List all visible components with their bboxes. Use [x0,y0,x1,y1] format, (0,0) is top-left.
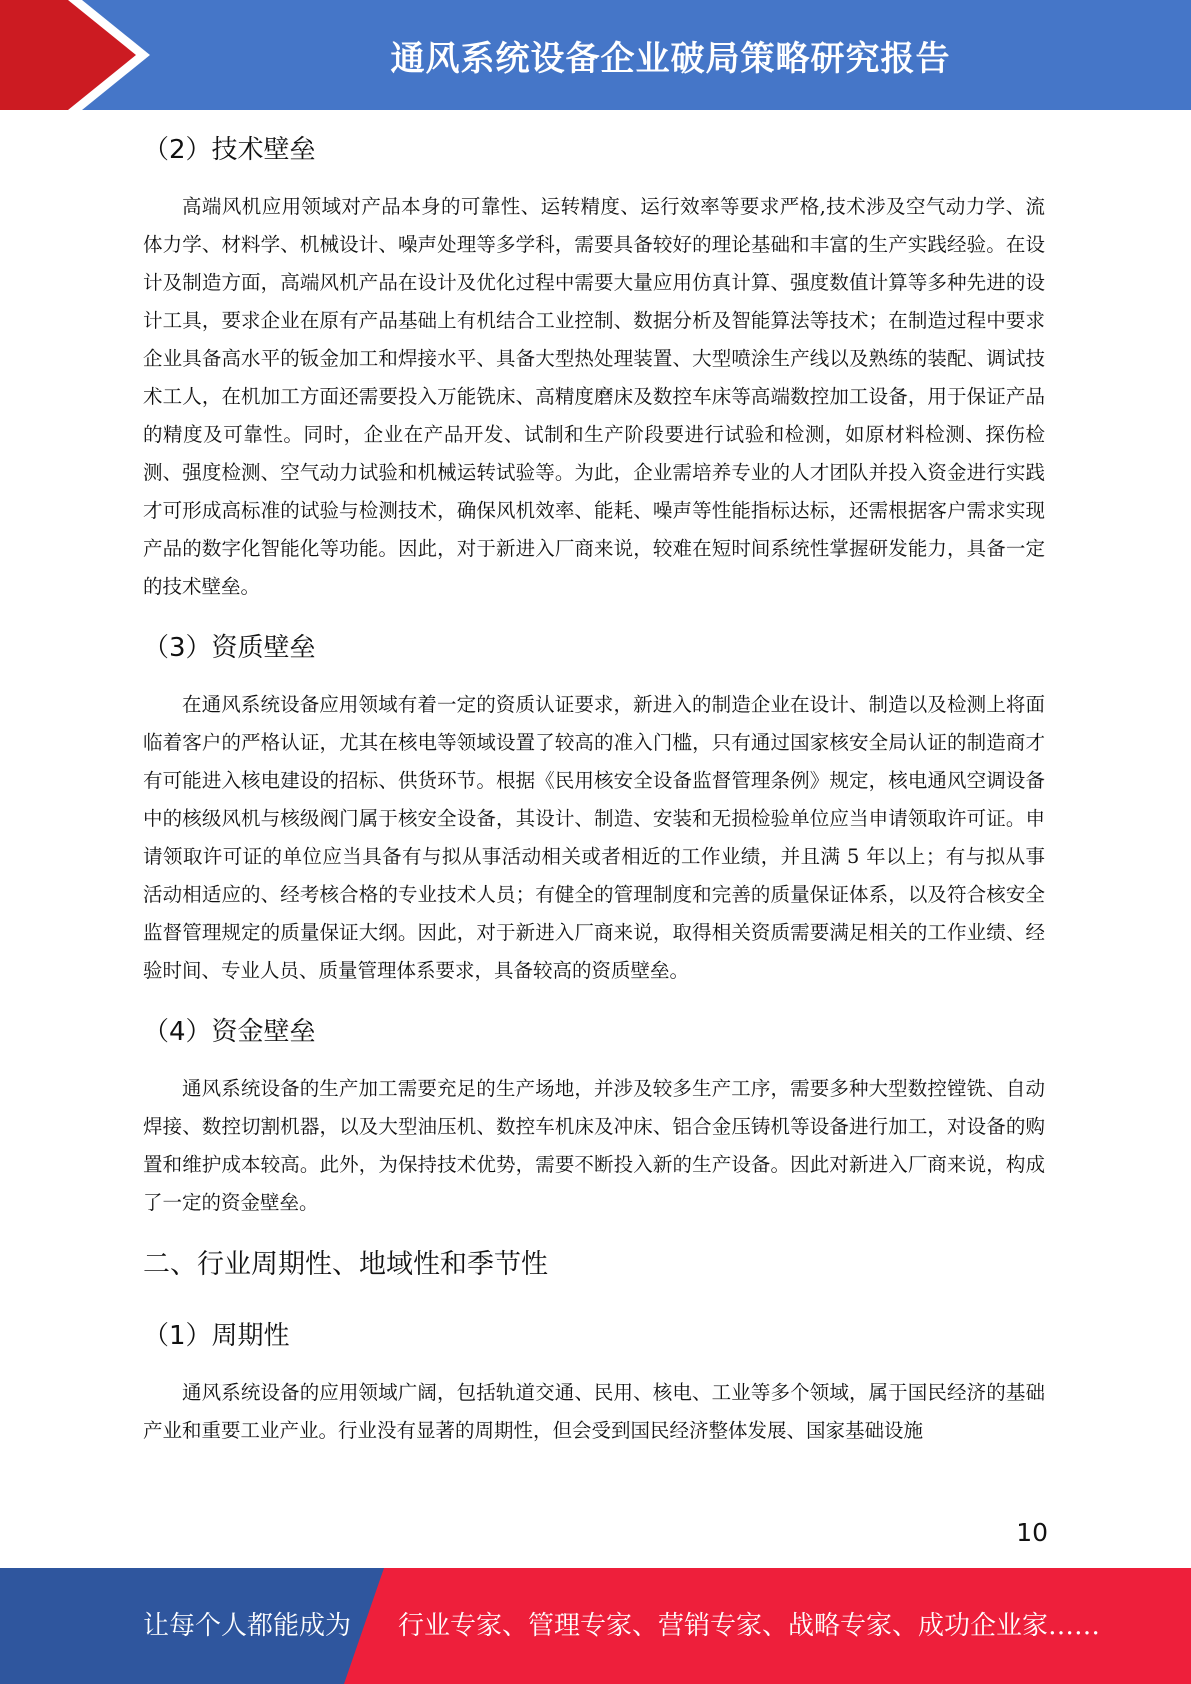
paragraph-qualification-barrier: 在通风系统设备应用领域有着一定的资质认证要求，新进入的制造企业在设计、制造以及检测上将面临着客户的严格认证，尤其在核电等领域设置了较高的准入门槛，只有通过国家核安全局认证的制造商才有可能进入核电建设的招标、供货环节。根据《民用核安全设备监督管理条例》规定，核电通风空调设备中的核级风机与核级阀门属于核安全设备，其设计、制造、安装和无损检验单位应当申请领取许可证。申请领取许可证的单位应当具备有与拟从事活动相关或者相近的工作业绩，并且满 5 年以上；有与拟从事活动相适应的、经考核合格的专业技术人员；有健全的管理制度和完善的质量保证体系，以及符合核安全监督管理规定的质量保证大纲。因此，对于新进入厂商来说，取得相关资质需要满足相关的工作业绩、经验时间、专业人员、质量管理体系要求，具备较高的资质壁垒。 [143,693,1045,982]
heading-cyclicality: （1）周期性 [143,1321,290,1351]
footer-slogan-left: 让每个人都能成为 [143,1611,352,1641]
document-body [143,122,1045,1450]
page-number: 10 [1016,1518,1048,1547]
paragraph-capital-barrier: 通风系统设备的生产加工需要充足的生产场地，并涉及较多生产工序，需要多种大型数控镗铣、自动焊接、数控切割机器，以及大型油压机、数控车机床及冲床、铝合金压铸机等设备进行加工，对设备的购置和维护成本较高。此外，为保持技术优势，需要不断投入新的生产设备。因此对新进入厂商来说，构成了一定的资金壁垒。 [143,1077,1045,1214]
footer-slogan-right: 行业专家、管理专家、营销专家、战略专家、成功企业家…… [398,1611,1101,1641]
page-footer [0,1568,1191,1684]
heading-qualification-barrier: （3）资质壁垒 [143,633,316,663]
paragraph-cyclicality: 通风系统设备的应用领域广阔，包括轨道交通、民用、核电、工业等多个领域，属于国民经济的基础产业和重要工业产业。行业没有显著的周期性，但会受到国民经济整体发展、国家基础设施 [143,1381,1045,1442]
heading-technical-barrier: （2）技术壁垒 [143,135,316,165]
header-title: 通风系统设备企业破局策略研究报告 [390,38,951,79]
section-heading-industry-cycle: 二、行业周期性、地域性和季节性 [143,1249,548,1280]
page-header [0,0,1191,110]
heading-capital-barrier: （4）资金壁垒 [143,1017,316,1047]
paragraph-technical-barrier: 高端风机应用领域对产品本身的可靠性、运转精度、运行效率等要求严格,技术涉及空气动力学、流体力学、材料学、机械设计、噪声处理等多学科，需要具备较好的理论基础和丰富的生产实践经验。在设计及制造方面，高端风机产品在设计及优化过程中需要大量应用仿真计算、强度数值计算等多种先进的设计工具，要求企业在原有产品基础上有机结合工业控制、数据分析及智能算法等技术；在制造过程中要求企业具备高水平的钣金加工和焊接水平、具备大型热处理装置、大型喷涂生产线以及熟练的装配、调试技术工人，在机加工方面还需要投入万能铣床、高精度磨床及数控车床等高端数控加工设备，用于保证产品的精度及可靠性。同时，企业在产品开发、试制和生产阶段要进行试验和检测，如原材料检测、探伤检测、强度检测、空气动力试验和机械运转试验等。为此，企业需培养专业的人才团队并投入资金进行实践才可形成高标准的试验与检测技术，确保风机效率、能耗、噪声等性能指标达标，还需根据客户需求实现产品的数字化智能化等功能。因此，对于新进入厂商来说，较难在短时间系统性掌握研发能力，具备一定的技术壁垒。 [143,195,1045,598]
